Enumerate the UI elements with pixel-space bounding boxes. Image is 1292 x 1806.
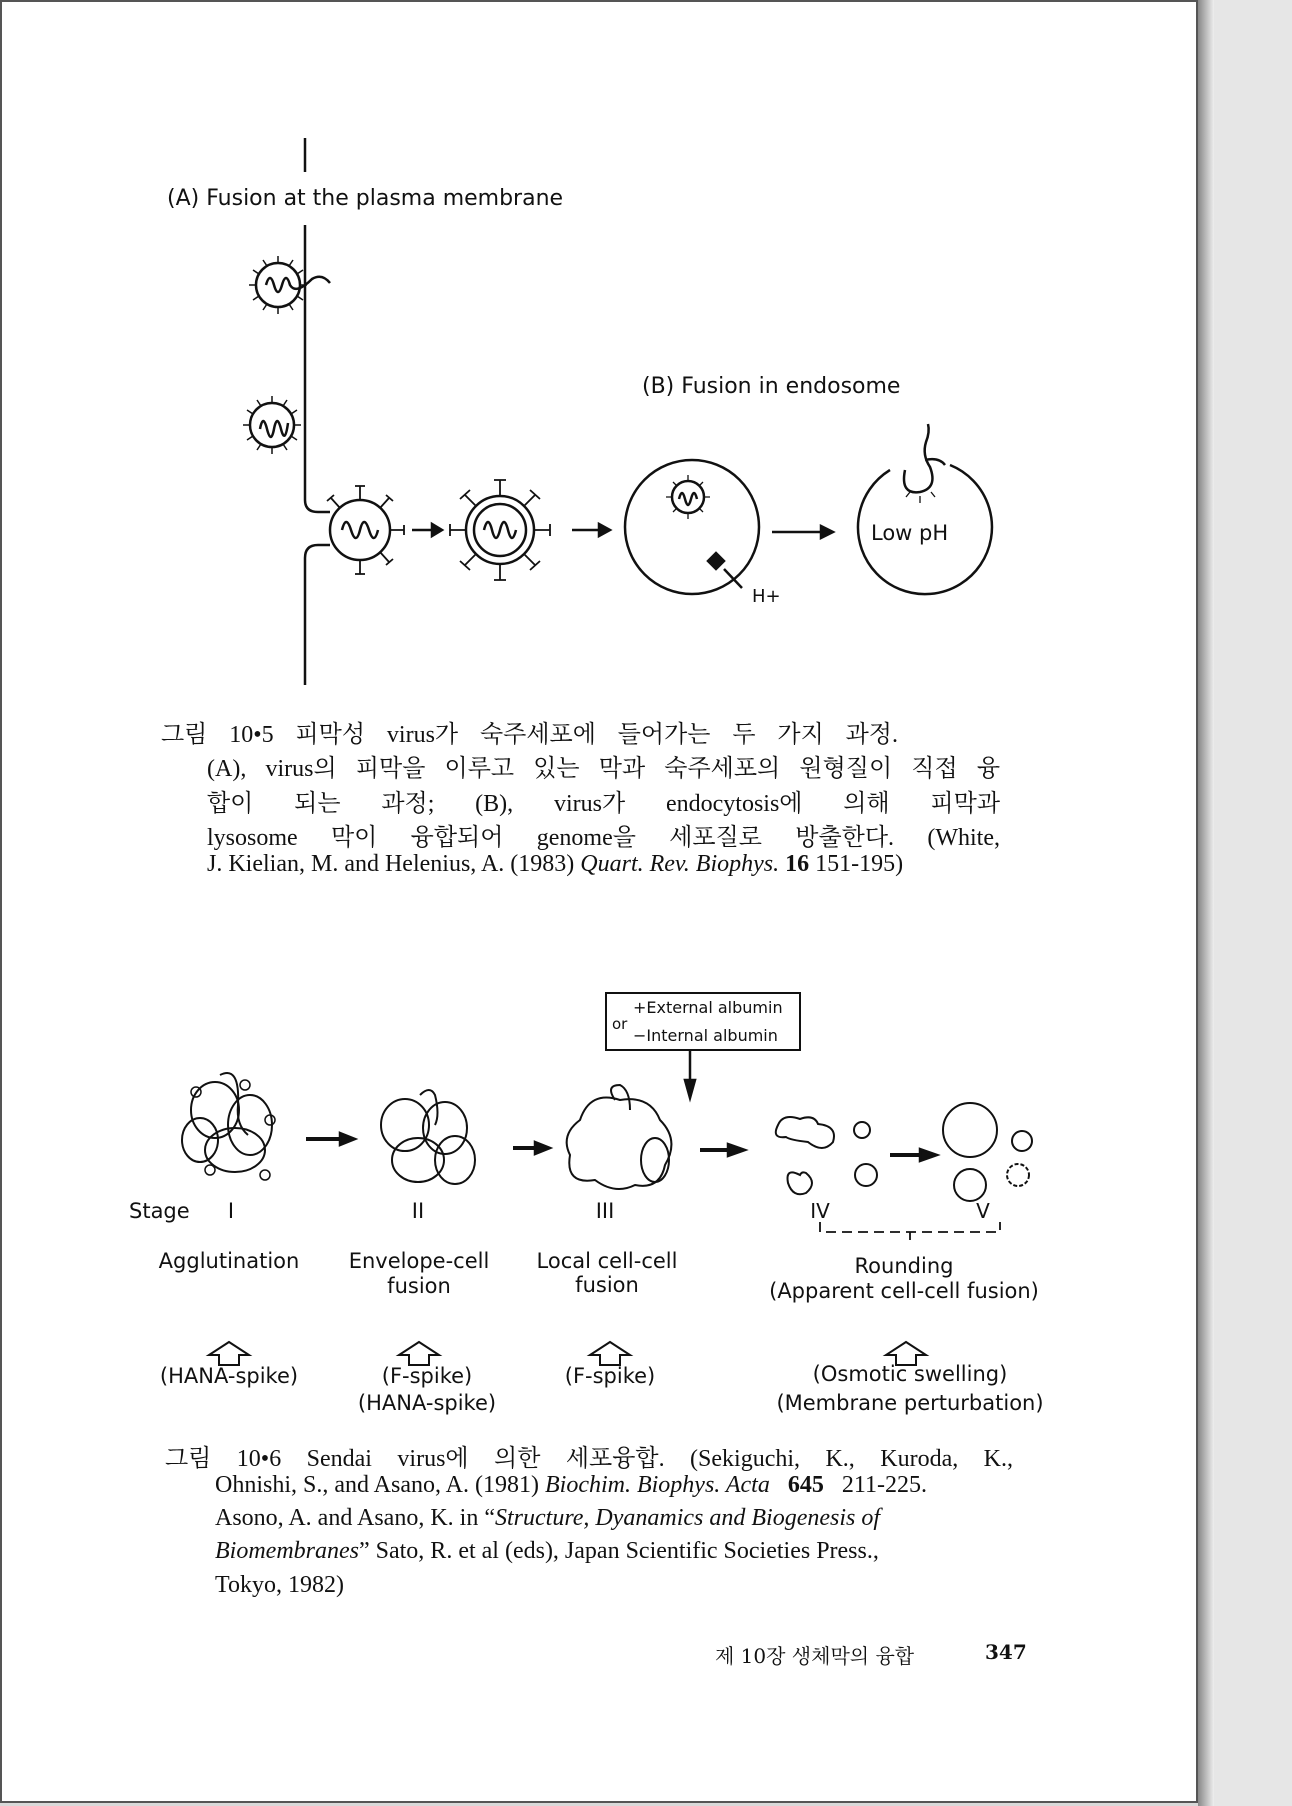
citation-book-title: Structure, Dyanamics and Biogenesis of — [494, 1505, 881, 1531]
citation-publisher: ” Sato, R. et al (eds), Japan Scientific Societies Press., — [358, 1538, 879, 1564]
citation-journal: Quart. Rev. Biophys. — [580, 851, 780, 877]
cause-label: (F-spike) — [381, 1364, 473, 1388]
cell-cluster-stage-1 — [182, 1073, 275, 1180]
citation-journal: Biochim. Biophys. Acta — [545, 1472, 770, 1498]
running-footer-chapter: 제 10장 생체막의 융합 — [715, 1644, 915, 1668]
description-rounding: (Apparent cell-cell fusion) — [769, 1279, 1039, 1303]
cells-stage-4 — [776, 1117, 877, 1194]
arrow-down-icon — [685, 1050, 695, 1098]
cause-label: (Osmotic swelling) — [812, 1362, 1008, 1386]
stage-number: I — [227, 1199, 235, 1223]
figure-label-b: (B) Fusion in endosome — [642, 374, 901, 399]
citation-book-title: Biomembranes — [215, 1538, 359, 1564]
caption-10-5-line: lysosome 막이 융합되어 genome을 세포질로 방출한다. (White, — [207, 825, 1000, 851]
figure-label-a: (A) Fusion at the plasma membrane — [167, 186, 564, 211]
arrow-icon — [700, 1144, 745, 1156]
up-arrow-icon — [209, 1342, 249, 1365]
box-line-1: +External albumin — [633, 998, 783, 1017]
cell-cluster-stage-2 — [381, 1090, 475, 1184]
caption-10-5-line: 합이 되는 과정; (B), virus가 endocytosis에 의해 피막과 — [207, 791, 1000, 817]
low-ph-label: Low pH — [871, 521, 949, 545]
proton-label: H+ — [752, 586, 781, 607]
stage-label: Stage — [129, 1199, 190, 1223]
description-local: Local cell-cell — [536, 1249, 678, 1273]
cause-label: (HANA-spike) — [159, 1364, 299, 1388]
cause-label: (HANA-spike) — [357, 1391, 497, 1415]
caption-10-5-line: 그림 10•5 피막성 virus가 숙주세포에 들어가는 두 가지 과정. — [161, 722, 898, 748]
description-agglutination: Agglutination — [158, 1249, 300, 1273]
citation-volume: 645 — [787, 1472, 824, 1498]
citation-pages: 151-195) — [815, 851, 904, 877]
caption-10-6-line — [215, 1538, 879, 1565]
caption-10-6-line — [215, 1505, 880, 1532]
citation-authors: J. Kielian, M. and Helenius, A. (1983) — [207, 851, 581, 877]
page-number: 347 — [985, 1640, 1027, 1664]
citation-authors: Ohnishi, S., and Asano, A. (1981) — [215, 1472, 545, 1498]
rounding-bracket — [820, 1222, 1000, 1240]
caption-10-6-line: Tokyo, 1982) — [215, 1572, 344, 1598]
caption-10-6-line — [215, 1472, 927, 1499]
cell-cluster-stage-3 — [567, 1085, 672, 1189]
cells-stage-5 — [943, 1103, 1032, 1201]
box-line-2: −Internal albumin — [633, 1026, 778, 1045]
arrow-icon — [306, 1133, 355, 1145]
caption-10-5-line: (A), virus의 피막을 이루고 있는 막과 숙주세포의 원형질이 직접 융 — [207, 756, 1000, 782]
up-arrow-icon — [399, 1342, 439, 1365]
cause-label: (F-spike) — [564, 1364, 656, 1388]
stage-number: IV — [810, 1199, 830, 1223]
description-rounding: Rounding — [854, 1254, 954, 1278]
caption-10-6-line: 그림 10•6 Sendai virus에 의한 세포융합. (Sekiguchi, K., Kuroda, K., — [165, 1446, 1013, 1472]
arrow-icon — [890, 1149, 937, 1161]
description-envelope: fusion — [387, 1274, 451, 1298]
citation-text: Asono, A. and Asano, K. in “ — [215, 1505, 495, 1531]
box-or-label: or — [612, 1015, 628, 1033]
stage-number: III — [595, 1199, 615, 1223]
description-local: fusion — [575, 1273, 639, 1297]
citation-pages: 211-225. — [841, 1472, 927, 1498]
cause-label: (Membrane perturbation) — [776, 1391, 1044, 1415]
stage-number: V — [976, 1199, 990, 1223]
arrow-icon — [513, 1142, 550, 1154]
citation-volume: 16 — [785, 851, 810, 877]
stage-number: II — [411, 1199, 425, 1223]
description-envelope: Envelope-cell — [348, 1249, 490, 1273]
up-arrow-icon — [590, 1342, 630, 1365]
